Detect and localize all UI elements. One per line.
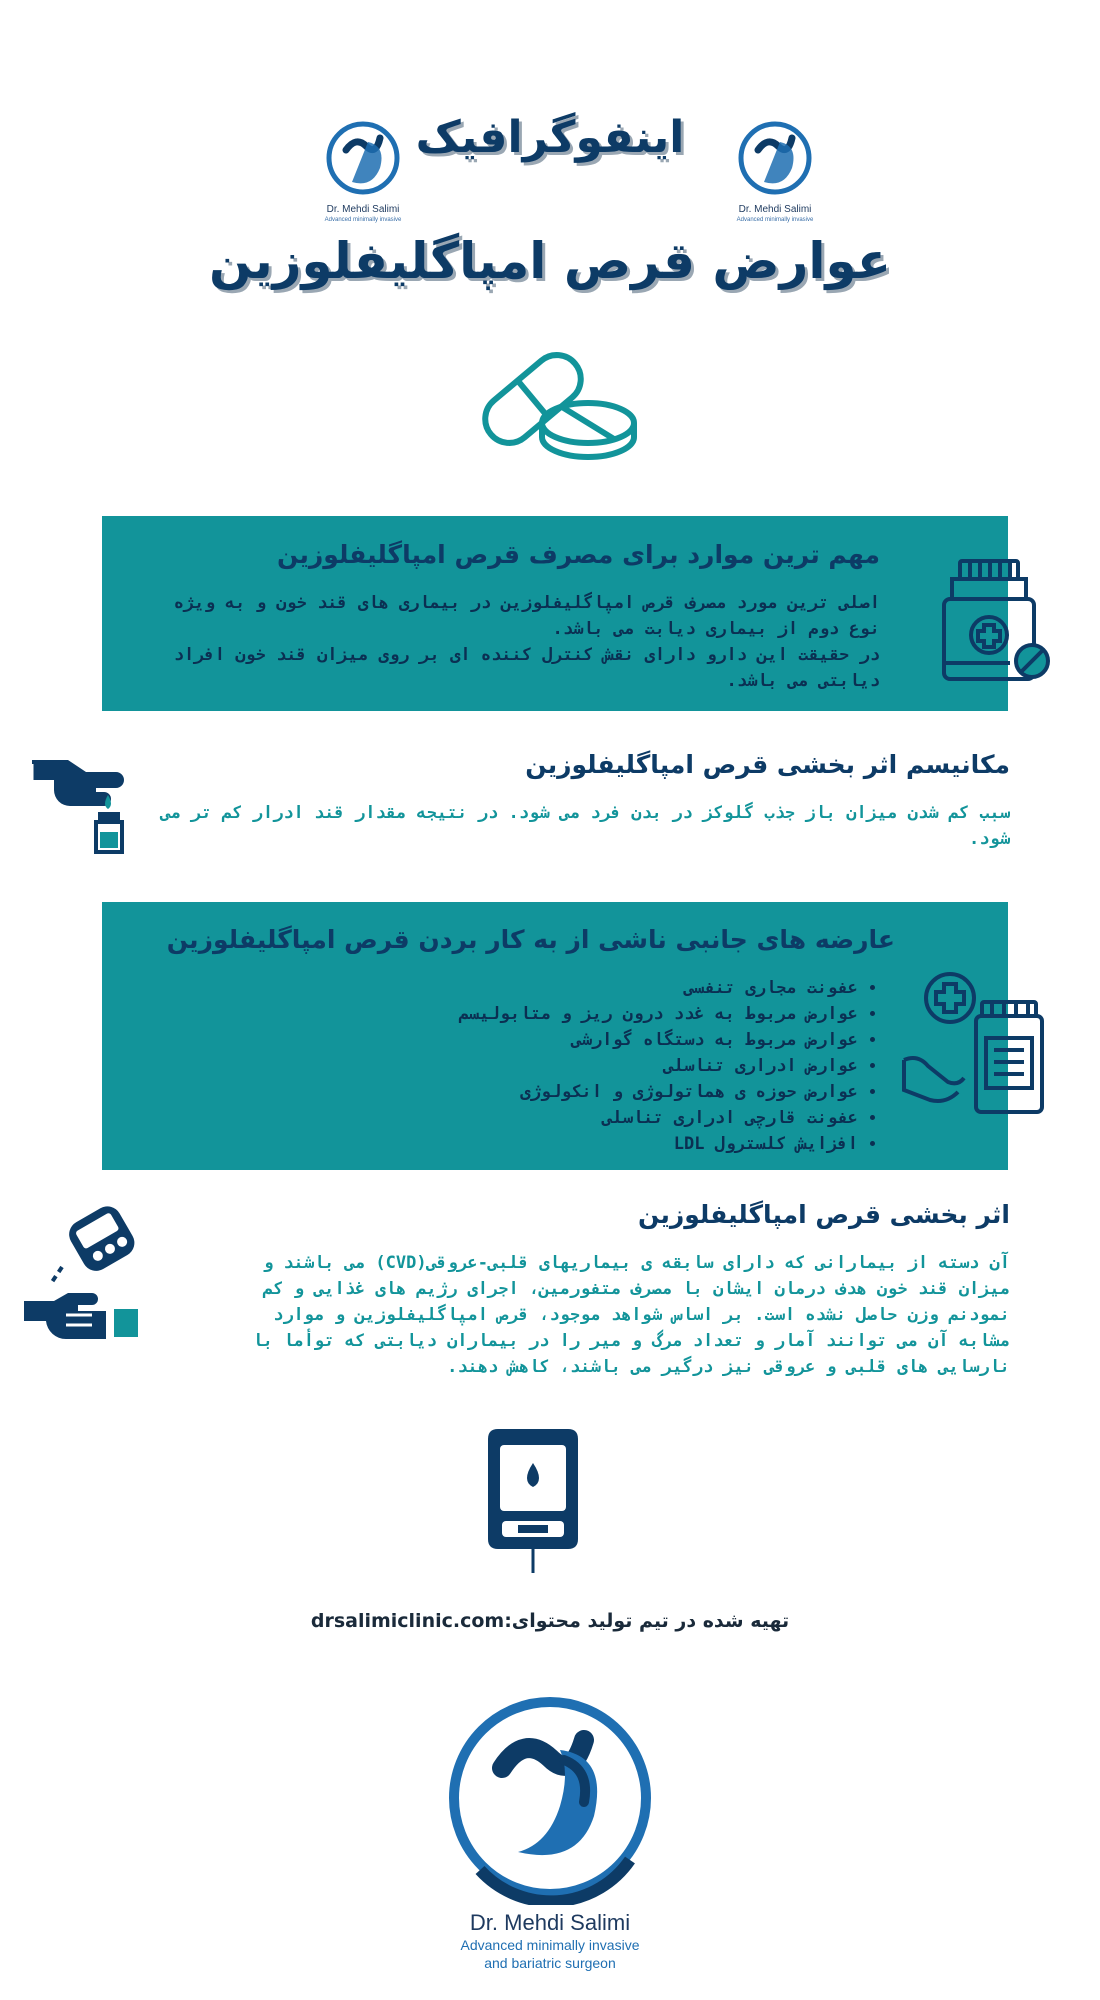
logo-tagline: Advanced minimally invasive bbox=[324, 217, 402, 223]
logo-tagline: Advanced minimally invasive bbox=[736, 217, 814, 223]
side-effects-list bbox=[150, 975, 880, 1157]
list-item: • عوارض حوزه ی هماتولوژی و انکولوژی bbox=[150, 1079, 858, 1105]
hand-pills-bottle-icon bbox=[900, 968, 1045, 1118]
page-title-line1: اینفوگرافیک bbox=[415, 112, 685, 163]
list-item: • عوارض مربوط به دستگاه گوارشی bbox=[150, 1027, 858, 1053]
section-usage-body bbox=[150, 590, 880, 694]
section-usage-paragraph: در حقیقت این دارو دارای نقش کنترل کننده ای بر روی میزان قند خون افراد دیابتی می باشد. bbox=[173, 645, 880, 691]
list-item: • عوارض ادراری تناسلی bbox=[150, 1053, 858, 1079]
logo-tagline-large-1: Advanced minimally invasive bbox=[460, 1937, 640, 1953]
list-item: • عفونت قارچی ادراری تناسلی bbox=[150, 1105, 858, 1131]
footer-credit: تهیه شده در تیم تولید محتوای:drsalimiclinic.com bbox=[310, 1610, 790, 1632]
list-item: • عفونت مجاری تنفسی bbox=[150, 975, 858, 1001]
stomach-logo-icon-large bbox=[440, 1690, 660, 1905]
medicine-bottle-icon bbox=[930, 555, 1055, 685]
section-efficacy-title: اثر بخشی قرص امپاگلیفلوزین bbox=[637, 1200, 1010, 1229]
logo-name: Dr. Mehdi Salimi bbox=[738, 204, 812, 215]
section-usage-paragraph: اصلی ترین مورد مصرف قرص امپاگلیفلوزین در بیماری های قند خون و به ویژه نوع دوم از بیماری دیابت می باشد. bbox=[173, 593, 880, 639]
blood-drop-test-icon bbox=[28, 740, 138, 855]
pill-icon bbox=[470, 345, 640, 465]
section-efficacy-body: آن دسته از بیمارانی که دارای سابقه ی بیماریهای قلبی-عروقی(CVD) می باشند و میزان قند خون هدف درمان ایشان با مصرف متفورمین، اجرای رژیم های غذایی و کم نمودنم وزن حاصل نشده است. بر اساس شواهد موجود، قرص امپاگلیفلوزین و موارد مشابه آن می توانند آمار و تعداد مرگ و میر را در بیماران دیابتی که توأما با نارسایی های قلبی و عروقی نیز درگیر می باشند، کاهش دهند. bbox=[252, 1253, 1010, 1377]
section-usage-title: مهم ترین موارد برای مصرف قرص امپاگلیفلوزین bbox=[277, 540, 880, 569]
glucometer-device-icon bbox=[478, 1425, 588, 1575]
section-mechanism-title: مکانیسم اثر بخشی قرص امپاگلیفلوزین bbox=[525, 750, 1010, 779]
logo-name: Dr. Mehdi Salimi bbox=[326, 204, 400, 215]
section-side-effects-title: عارضه های جانبی ناشی از به کار بردن قرص امپاگلیفلوزین bbox=[166, 925, 895, 954]
side-effects-list-container bbox=[150, 975, 880, 1157]
logo-name-large: Dr. Mehdi Salimi bbox=[469, 1910, 631, 1935]
logo-tagline-large-2: and bariatric surgeon bbox=[484, 1955, 616, 1971]
section-mechanism-body: سبب کم شدن میزان باز جذب گلوکز در بدن فرد می شود. در نتیجه مقدار قند ادرار کم تر می شود. bbox=[160, 803, 1010, 849]
page-title-line2: عوارض قرص امپاگلیفلوزین bbox=[208, 232, 892, 290]
list-item: • عوارض مربوط به غدد درون ریز و متابولیسم bbox=[150, 1001, 858, 1027]
list-item: • افزایش کلسترول LDL bbox=[150, 1131, 858, 1157]
glucose-meter-icon bbox=[22, 1205, 142, 1340]
